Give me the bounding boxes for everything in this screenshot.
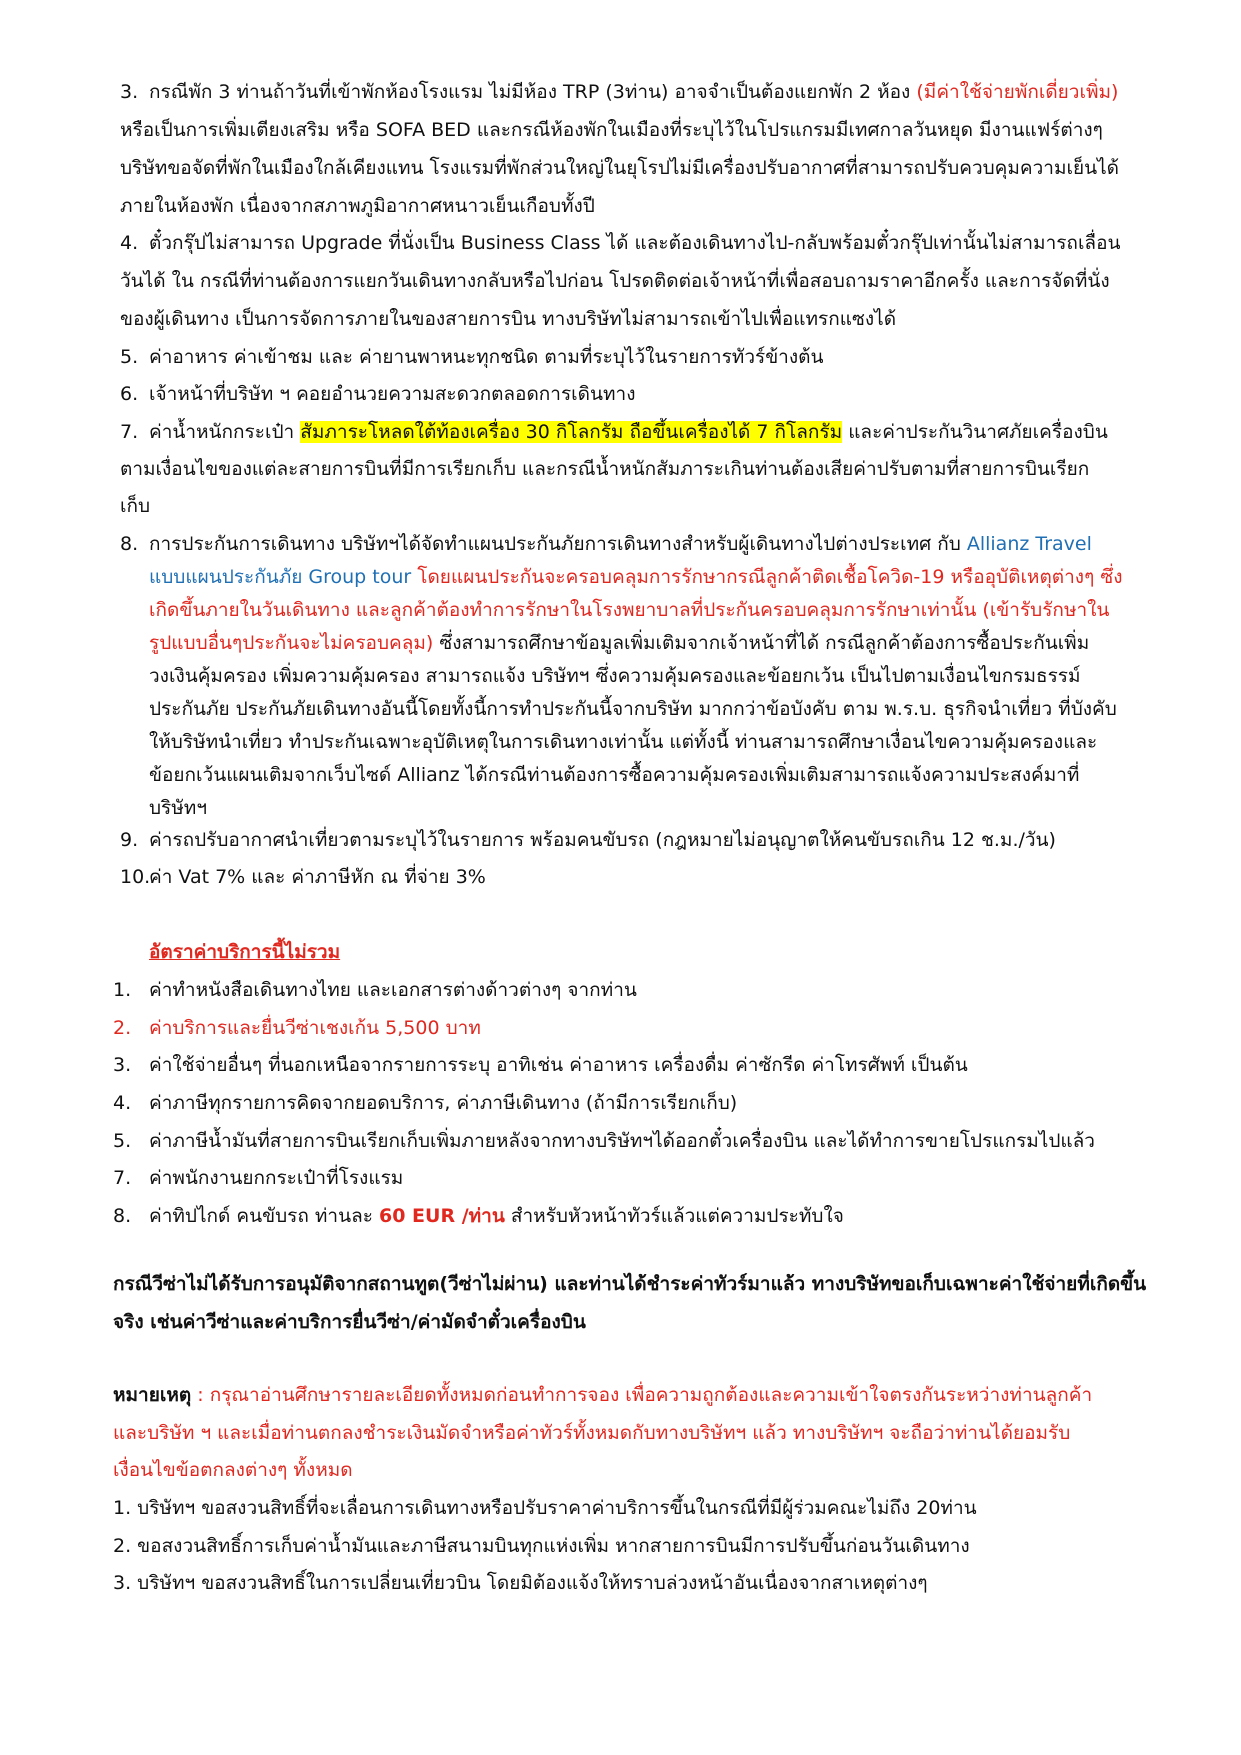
item-8-line-3: เกิดขึ้นภายในวันเดินทาง และลูกค้าต้องทำการรักษาในโรงพยาบาลที่ประกันครอบคลุมการรักษาเท่านั้น (เข้ารับรักษาใน [149, 599, 1110, 621]
item-number: 10. [120, 866, 151, 888]
visa-refusal-notice-line-1: กรณีวีซ่าไม่ได้รับการอนุมัติจากสถานทูต(วีซ่าไม่ผ่าน) และท่านได้ชำระค่าทัวร์มาแล้ว ทางบริษัทขอเก็บเฉพาะค่าใช้จ่ายที่เกิดขึ้น [113, 1273, 1147, 1295]
item-number: 4. [120, 232, 139, 254]
remarks-line-1 [113, 1383, 1092, 1407]
reservation-item: 1. บริษัทฯ ขอสงวนสิทธิ์ที่จะเลื่อนการเดินทางหรือปรับราคาค่าบริการขึ้นในกรณีที่มีผู้ร่วมคณะไม่ถึง 20ท่าน [113, 1497, 977, 1519]
item-number: 1. [113, 979, 132, 1001]
item-6-text: เจ้าหน้าที่บริษัท ฯ คอยอำนวยความสะดวกตลอดการเดินทาง [149, 383, 636, 405]
item-8-text-cont: ซึ่งสามารถศึกษาข้อมูลเพิ่มเติมจากเจ้าหน้าที่ได้ กรณีลูกค้าต้องการซื้อประกันเพิ่ม [439, 632, 1090, 654]
item-number: 7. [113, 1167, 132, 1189]
item-7-line-3: เก็บ [120, 495, 151, 517]
tips-amount: 60 EUR /ท่าน [378, 1205, 505, 1227]
coverage-note: โดยแผนประกันจะครอบคลุมการรักษากรณีลูกค้าติดเชื้อโควิด-19 หรืออุบัติเหตุต่างๆ ซึ่ง [417, 566, 1123, 588]
item-8-line-9: บริษัทฯ [149, 797, 207, 819]
item-number: 8. [120, 533, 139, 555]
insurer-name: Allianz Travel [966, 533, 1092, 555]
remarks-text: : กรุณาอ่านศึกษารายละเอียดทั้งหมดก่อนทำการจอง เพื่อความถูกต้องและความเข้าใจตรงกันระหว่างท่านลูกค้า [197, 1384, 1093, 1406]
item-number: 4. [113, 1092, 132, 1114]
item-3-line-3: บริษัทขอจัดที่พักในเมืองใกล้เคียงแทน โรงแรมที่พักส่วนใหญ่ในยุโรปไม่มีเครื่องปรับอากาศที่สามารถปรับควบคุมความเย็นได้ [120, 157, 1119, 179]
exclusion-item: ค่าภาษีทุกรายการคิดจากยอดบริการ, ค่าภาษีเดินทาง (ถ้ามีการเรียกเก็บ) [149, 1092, 738, 1114]
exclusion-item-tips [149, 1204, 844, 1228]
item-number: 5. [120, 346, 139, 368]
item-7-line-1 [149, 420, 1108, 444]
item-8-line-6: ประกันภัย ประกันภัยเดินทางอันนี้โดยทั้งนี้การทำประกันนี้จากบริษัท มากกว่าข้อบังคับ ตาม พ.ร.บ. ธุรกิจนำเที่ยว ที่บังคับ [149, 698, 1117, 720]
exclusion-item-visa-fee: ค่าบริการและยื่นวีซ่าเชงเก้น 5,500 บาท [149, 1017, 481, 1039]
item-4-line-2: วันได้ ใน กรณีที่ท่านต้องการแยกวันเดินทางกลับหรือไปก่อน โปรดติดต่อเจ้าหน้าที่เพื่อสอบถามราคาอีกครั้ง และการจัดที่นั่ง [120, 270, 1110, 292]
item-3-line-1 [149, 80, 1118, 104]
item-number: 3. [120, 81, 139, 103]
item-8-line-1 [149, 532, 1092, 556]
exclusions-heading: อัตราค่าบริการนี้ไม่รวม [149, 941, 341, 963]
item-7-text: ค่าน้ำหนักกระเป๋า [149, 421, 295, 443]
item-7-line-2: ตามเงื่อนไขของแต่ละสายการบินที่มีการเรียกเก็บ และกรณีน้ำหนักสัมภาระเกินท่านต้องเสียค่าปรับตามที่สายการบินเรียก [120, 458, 1090, 480]
item-8-line-5: วงเงินคุ้มครอง เพิ่มความคุ้มครอง สามารถแจ้ง บริษัทฯ ซึ่งความคุ้มครองและข้อยกเว้น เป็นไปตามเงื่อนไขกรมธรรม์ [149, 665, 1081, 687]
exclusion-item: ค่าใช้จ่ายอื่นๆ ที่นอกเหนือจากรายการระบุ อาทิเช่น ค่าอาหาร เครื่องดื่ม ค่าซักรีด ค่าโทรศัพท์ เป็นต้น [149, 1054, 968, 1076]
item-number: 5. [113, 1130, 132, 1152]
remarks-line-2: และบริษัท ฯ และเมื่อท่านตกลงชำระเงินมัดจำหรือค่าทัวร์ทั้งหมดกับทางบริษัทฯ แล้ว ทางบริษัทฯ จะถือว่าท่านได้ยอมรับ [113, 1422, 1071, 1444]
item-3-line-4: ภายในห้องพัก เนื่องจากสภาพภูมิอากาศหนาวเย็นเกือบทั้งปี [120, 195, 595, 217]
item-8-line-4 [149, 631, 1089, 655]
item-5-text: ค่าอาหาร ค่าเข้าชม และ ค่ายานพาหนะทุกชนิด ตามที่ระบุไว้ในรายการทัวร์ข้างต้น [149, 346, 824, 368]
item-number: 2. [113, 1017, 132, 1039]
coverage-exclusion-note: รูปแบบอื่นๆประกันจะไม่ครอบคลุม) [149, 632, 434, 654]
item-4-line-1: ตั๋วกรุ๊ปไม่สามารถ Upgrade ที่นั่งเป็น Business Class ได้ และต้องเดินทางไป-กลับพร้อมตั๋วกรุ๊ปเท่านั้นไม่สามารถเลื่อน [149, 232, 1121, 254]
item-4-line-3: ของผู้เดินทาง เป็นการจัดการภายในของสายการบิน ทางบริษัทไม่สามารถเข้าไปเพื่อแทรกแซงได้ [120, 308, 897, 330]
visa-refusal-notice-line-2: จริง เช่นค่าวีซ่าและค่าบริการยื่นวีซ่า/ค่ามัดจำตั๋วเครื่องบิน [113, 1311, 586, 1333]
item-number: 6. [120, 383, 139, 405]
tips-text: ค่าทิปไกด์ คนขับรถ ท่านละ [149, 1205, 373, 1227]
item-number: 3. [113, 1054, 132, 1076]
exclusion-item: ค่าภาษีน้ำมันที่สายการบินเรียกเก็บเพิ่มภายหลังจากทางบริษัทฯได้ออกตั๋วเครื่องบิน และได้ทำการขายโปรแกรมไปแล้ว [149, 1130, 1095, 1152]
reservation-item: 2. ขอสงวนสิทธิ์การเก็บค่าน้ำมันและภาษีสนามบินทุกแห่งเพิ่ม หากสายการบินมีการปรับขึ้นก่อนวันเดินทาง [113, 1535, 970, 1557]
insurance-plan-name: แบบแผนประกันภัย Group tour [149, 566, 412, 588]
exclusion-item: ค่าพนักงานยกกระเป๋าที่โรงแรม [149, 1167, 404, 1189]
reservation-item: 3. บริษัทฯ ขอสงวนสิทธิ์ในการเปลี่ยนเที่ยวบิน โดยมิต้องแจ้งให้ทราบล่วงหน้าอันเนื่องจากสาเหตุต่างๆ [113, 1572, 928, 1594]
item-3-red-note: (มีค่าใช้จ่ายพักเดี่ยวเพิ่ม) [916, 81, 1119, 103]
item-number: 7. [120, 421, 139, 443]
item-8-line-7: ให้บริษัทนำเที่ยว ทำประกันเฉพาะอุบัติเหตุในการเดินทางเท่านั้น แต่ทั้งนี้ ท่านสามารถศึกษาเงื่อนไขความคุ้มครองและ [149, 731, 1098, 753]
item-3-text: กรณีพัก 3 ท่านถ้าวันที่เข้าพักห้องโรงแรม ไม่มีห้อง TRP (3ท่าน) อาจจำเป็นต้องแยกพัก 2 ห้อง [149, 81, 911, 103]
exclusion-item: ค่าทำหนังสือเดินทางไทย และเอกสารต่างด้าวต่างๆ จากท่าน [149, 979, 637, 1001]
tips-text-cont: สำหรับหัวหน้าทัวร์แล้วแต่ความประทับใจ [510, 1205, 844, 1227]
item-9-text: ค่ารถปรับอากาศนำเที่ยวตามระบุไว้ในรายการ พร้อมคนขับรถ (กฎหมายไม่อนุญาตให้คนขับรถเกิน 12 ช.ม./วัน) [149, 829, 1056, 851]
item-8-text: การประกันการเดินทาง บริษัทฯได้จัดทำแผนประกันภัยการเดินทางสำหรับผู้เดินทางไปต่างประเทศ กับ [149, 533, 961, 555]
item-10-text: ค่า Vat 7% และ ค่าภาษีหัก ณ ที่จ่าย 3% [149, 866, 486, 888]
item-8-line-8: ข้อยกเว้นแผนเติมจากเว็บไซด์ Allianz ได้กรณีท่านต้องการซื้อความคุ้มครองเพิ่มเติมสามารถแจ้งความประสงค์มาที่ [149, 764, 1080, 786]
remarks-line-3: เงื่อนไขข้อตกลงต่างๆ ทั้งหมด [113, 1459, 353, 1481]
item-number: 9. [120, 829, 139, 851]
item-3-line-2: หรือเป็นการเพิ่มเตียงเสริม หรือ SOFA BED และกรณีห้องพักในเมืองที่ระบุไว้ในโปรแกรมมีเทศกาลวันหยุด มีงานแฟร์ต่างๆ [120, 119, 1103, 141]
item-7-text-cont: และค่าประกันวินาศภัยเครื่องบิน [848, 421, 1108, 443]
baggage-allowance-highlight: สัมภาระโหลดใต้ท้องเครื่อง 30 กิโลกรัม ถือขึ้นเครื่องได้ 7 กิโลกรัม [300, 421, 843, 443]
item-8-line-2 [149, 565, 1123, 589]
item-number: 8. [113, 1205, 132, 1227]
remarks-label: หมายเหตุ [113, 1384, 192, 1406]
